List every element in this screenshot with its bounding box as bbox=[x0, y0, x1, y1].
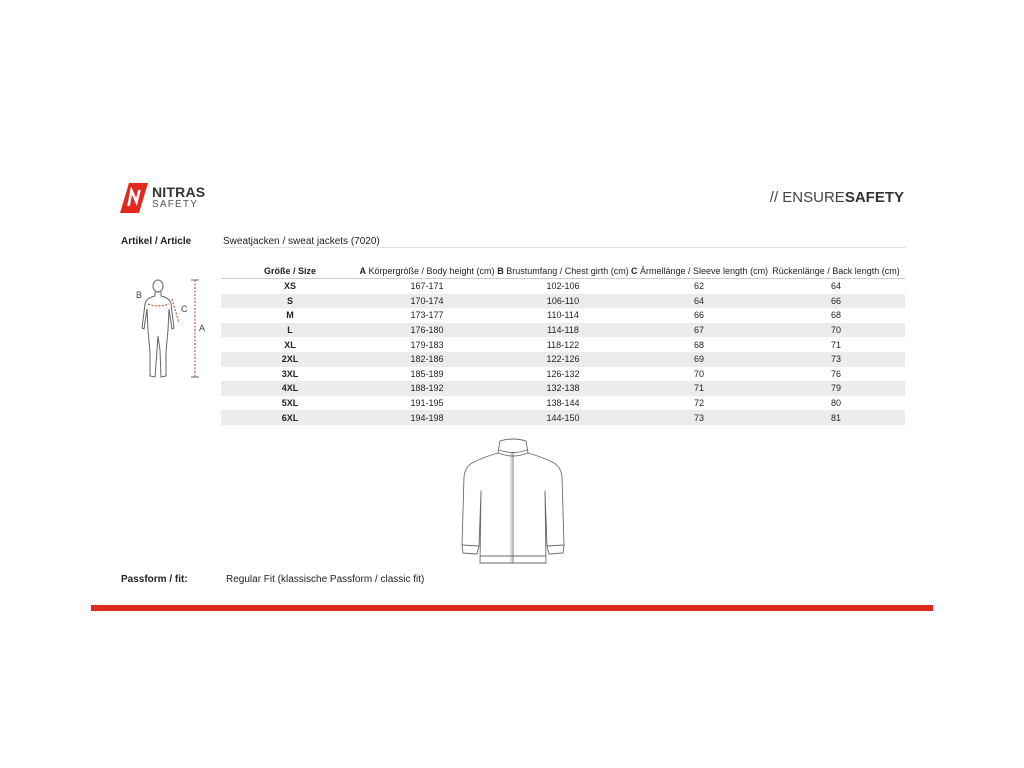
article-value: Sweatjacken / sweat jackets (7020) bbox=[223, 236, 380, 247]
column-header-prefix: B bbox=[497, 266, 504, 276]
measurement-cell: 185-189 bbox=[410, 368, 444, 379]
table-row bbox=[221, 323, 905, 338]
size-cell: XL bbox=[284, 339, 296, 350]
body-measurement-figure bbox=[128, 272, 210, 384]
nitras-logo-icon bbox=[120, 183, 148, 213]
size-cell: 2XL bbox=[221, 352, 359, 367]
column-header-label: Rückenlänge / Back length (cm) bbox=[772, 266, 900, 276]
measurement-cell: 188-192 bbox=[359, 381, 495, 396]
table-row bbox=[221, 367, 905, 382]
measurement-cell: 70 bbox=[693, 368, 704, 379]
table-row bbox=[221, 294, 905, 309]
measurement-cell: 67 bbox=[631, 323, 767, 338]
table-row bbox=[221, 337, 905, 352]
size-cell: S bbox=[221, 294, 359, 309]
size-table bbox=[221, 264, 905, 425]
column-header bbox=[221, 264, 359, 279]
figure-label-a: A bbox=[199, 323, 206, 333]
measurement-cell: 72 bbox=[693, 398, 704, 409]
fit-label: Passform / fit: bbox=[121, 574, 188, 585]
figure-label-b: B bbox=[136, 290, 143, 300]
measurement-cell: 118-122 bbox=[546, 339, 580, 350]
column-header-label: Ärmellänge / Sleeve length (cm) bbox=[637, 266, 769, 276]
measurement-cell: 66 bbox=[693, 310, 704, 321]
footer-accent-bar bbox=[91, 605, 933, 611]
slogan bbox=[770, 189, 904, 206]
divider bbox=[221, 247, 906, 248]
measurement-cell: 179-183 bbox=[410, 339, 444, 350]
measurement-cell: 173-177 bbox=[410, 310, 444, 321]
measurement-cell: 106-110 bbox=[495, 294, 631, 309]
measurement-cell: 76 bbox=[830, 368, 841, 379]
column-header-label: Größe / Size bbox=[263, 266, 316, 276]
column-header-label: Brustumfang / Chest girth (cm) bbox=[503, 266, 629, 276]
brand-name: NITRAS bbox=[152, 184, 206, 200]
table-header-row bbox=[221, 264, 905, 279]
article-label: Artikel / Article bbox=[121, 236, 192, 247]
measurement-cell: 69 bbox=[631, 352, 767, 367]
measurement-cell: 102-106 bbox=[546, 281, 580, 292]
measurement-cell: 64 bbox=[830, 281, 841, 292]
measurement-cell: 194-198 bbox=[359, 410, 495, 425]
measurement-cell: 66 bbox=[767, 294, 905, 309]
measurement-cell: 71 bbox=[830, 339, 841, 350]
table-row bbox=[221, 352, 905, 367]
size-cell: 4XL bbox=[221, 381, 359, 396]
measurement-cell: 191-195 bbox=[410, 398, 444, 409]
figure-label-c: C bbox=[181, 304, 188, 314]
measurement-cell: 68 bbox=[830, 310, 841, 321]
size-cell: L bbox=[221, 323, 359, 338]
table-body bbox=[221, 279, 905, 425]
measurement-cell: 80 bbox=[830, 398, 841, 409]
measurement-cell: 138-144 bbox=[546, 398, 580, 409]
measurement-cell: 122-126 bbox=[495, 352, 631, 367]
brand-subtitle: SAFETY bbox=[152, 199, 199, 210]
measurement-cell: 167-171 bbox=[410, 281, 444, 292]
measurement-cell: 73 bbox=[767, 352, 905, 367]
column-header bbox=[359, 264, 495, 279]
measurement-cell: 70 bbox=[767, 323, 905, 338]
measurement-cell: 71 bbox=[631, 381, 767, 396]
measurement-cell: 182-186 bbox=[359, 352, 495, 367]
fit-value: Regular Fit (klassische Passform / classic fit) bbox=[226, 574, 425, 585]
slogan-prefix: // ENSURE bbox=[769, 189, 845, 206]
size-cell: M bbox=[286, 310, 294, 321]
measurement-cell: 132-138 bbox=[495, 381, 631, 396]
measurement-cell: 64 bbox=[631, 294, 767, 309]
column-header-prefix: C bbox=[631, 266, 638, 276]
table-row bbox=[221, 410, 905, 425]
table-row bbox=[221, 308, 905, 323]
column-header-prefix: A bbox=[359, 266, 366, 276]
column-header-label: Körpergröße / Body height (cm) bbox=[365, 266, 495, 276]
measurement-cell: 110-114 bbox=[547, 310, 579, 321]
size-cell: XS bbox=[283, 281, 296, 292]
measurement-cell: 114-118 bbox=[495, 323, 631, 338]
measurement-cell: 73 bbox=[631, 410, 767, 425]
measurement-cell: 62 bbox=[693, 281, 704, 292]
column-header bbox=[631, 264, 767, 279]
measurement-cell: 170-174 bbox=[359, 294, 495, 309]
sweat-jacket-sketch bbox=[458, 435, 568, 567]
measurement-cell: 144-150 bbox=[495, 410, 631, 425]
table-row bbox=[221, 381, 905, 396]
table-row bbox=[221, 396, 905, 411]
table-row bbox=[221, 279, 905, 294]
size-cell: 5XL bbox=[281, 398, 299, 409]
slogan-emphasis: SAFETY bbox=[844, 189, 904, 206]
column-header bbox=[495, 264, 631, 279]
measurement-cell: 126-132 bbox=[546, 368, 580, 379]
measurement-cell: 68 bbox=[693, 339, 704, 350]
column-header bbox=[767, 264, 905, 279]
measurement-cell: 79 bbox=[767, 381, 905, 396]
size-cell: 3XL bbox=[281, 368, 299, 379]
size-cell: 6XL bbox=[221, 410, 359, 425]
measurement-cell: 81 bbox=[767, 410, 905, 425]
measurement-cell: 176-180 bbox=[359, 323, 495, 338]
